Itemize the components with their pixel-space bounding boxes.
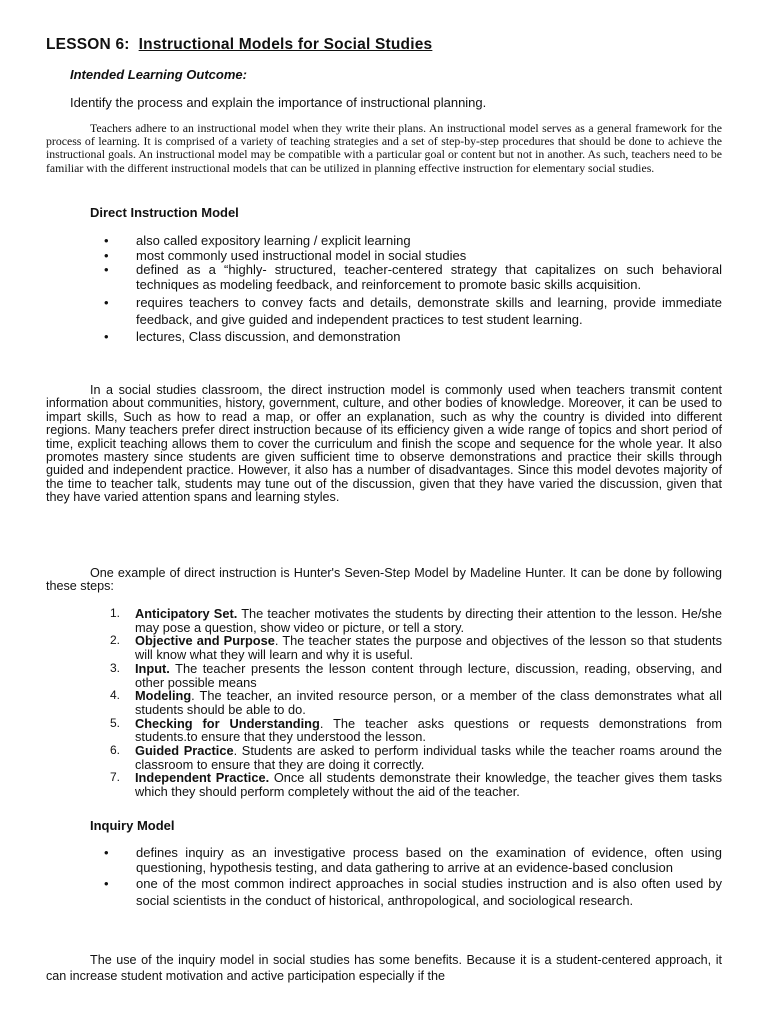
ilo-heading: Intended Learning Outcome: [70, 67, 247, 82]
lesson-title [46, 36, 432, 54]
list-item: 3. Input. The teacher presents the lesson content through lecture, discussion, reading, observing, and other possible means [110, 660, 722, 690]
bullet-icon: • [104, 295, 109, 310]
ilo-text: Identify the process and explain the importance of instructional planning. [70, 95, 487, 110]
bullet-icon: • [104, 247, 109, 263]
lesson-title-text: Instructional Models for Social Studies [138, 36, 433, 53]
bullet-icon: • [104, 233, 109, 248]
list-item: 4. Modeling. The teacher, an invited resource person, or a member of the class demonstrates what all students should be able to do. [110, 688, 722, 717]
hunter-steps-list [110, 607, 722, 799]
list-item: 1. Anticipatory Set. The teacher motivates the students by directing their attention to the lesson. He/she may pose a question, show video or picture, or tell a story. [110, 606, 723, 635]
hunter-intro-paragraph: One example of direct instruction is Hunter's Seven-Step Model by Madeline Hunter. It can be done by following these steps: [46, 566, 722, 594]
bullet-icon: • [104, 845, 109, 860]
inquiry-paragraph: The use of the inquiry model in social studies has some benefits. Because it is a student-centered approach, it can increase student motivation and active participation especially if the [46, 953, 722, 983]
list-item: 7. Independent Practice. Once all students demonstrate their knowledge, the teacher gives them tasks which they should perform completely without the aid of the teacher. [110, 770, 722, 800]
list-item: • lectures, Class discussion, and demonstration [104, 329, 401, 344]
bullet-icon: • [104, 876, 109, 891]
direct-instruction-heading: Direct Instruction Model [90, 205, 239, 220]
bullet-icon: • [104, 329, 109, 344]
list-item: 2. Objective and Purpose. The teacher states the purpose and objectives of the lesson so that students will know what they will learn and why it is useful. [110, 633, 722, 663]
bullet-icon: • [104, 262, 109, 277]
intro-paragraph: Teachers adhere to an instructional model when they write their plans. An instructional model serves as a general framework for the process of learning. It is comprised of a variety of teaching strategies and a set of step-by-step procedures that should be done to achieve the instructional goals. An instructional model may be compatible with a particular goal or content but not in another. As such, teachers need to be familiar with the different instructional models that can be utilized in planning effective instruction for elementary social studies. [46, 121, 722, 175]
list-item: • most commonly used instructional model in social studies [104, 247, 467, 263]
list-item: • defined as a “highly- structured, teacher-centered strategy that capitalizes on such behavioral techniques as modeling feedback, and reinforcement to promote basic skills acquisition. [104, 262, 722, 292]
list-item: • defines inquiry as an investigative process based on the examination of evidence, often using questioning, hypothesis testing, and data gathering to arrive at an evidence-based conclusion [104, 845, 722, 875]
list-item: • also called expository learning / explicit learning [104, 233, 411, 248]
inquiry-model-bullets [100, 846, 722, 909]
direct-instruction-bullets [100, 234, 722, 345]
list-item: • requires teachers to convey facts and details, demonstrate skills and learning, provide immediate feedback, and give guided and independent practices to test student learning. [104, 295, 722, 327]
list-item: 5. Checking for Understanding. The teacher asks questions or requests demonstrations from students.to ensure that they understood the lesson. [110, 715, 723, 745]
list-item: • one of the most common indirect approaches in social studies instruction and is also often used by social scientists in the conduct of historical, anthropological, and sociological research. [104, 876, 722, 908]
direct-instruction-paragraph: In a social studies classroom, the direct instruction model is commonly used when teachers transmit content information about communities, history, government, culture, and other bodies of knowledge. Moreover, it can be used to impart skills, Such as how to read a map, or offer an explanation, such as why the country is divided into different regions. Many teachers prefer direct instruction because of its efficiency given a wide range of topics and short period of time, explicit teaching allows them to cover the curriculum and finish the scope and sequence for the whole year. It also promotes mastery since students are given sufficient time to observe demonstrations and practice their skills through guided and independent practice. However, it also has a number of disadvantages. Since this model devotes majority of the time to teacher talk, students may tune out of the discussion, given that they have varied the discussion, given that they have varied attention spans and learning styles. [46, 383, 722, 505]
lesson-number: LESSON 6: [46, 36, 130, 53]
list-item: 6. Guided Practice. Students are asked to perform individual tasks while the teacher roams around the classroom to ensure that they are doing it correctly. [110, 743, 722, 772]
inquiry-model-heading: Inquiry Model [90, 818, 175, 833]
